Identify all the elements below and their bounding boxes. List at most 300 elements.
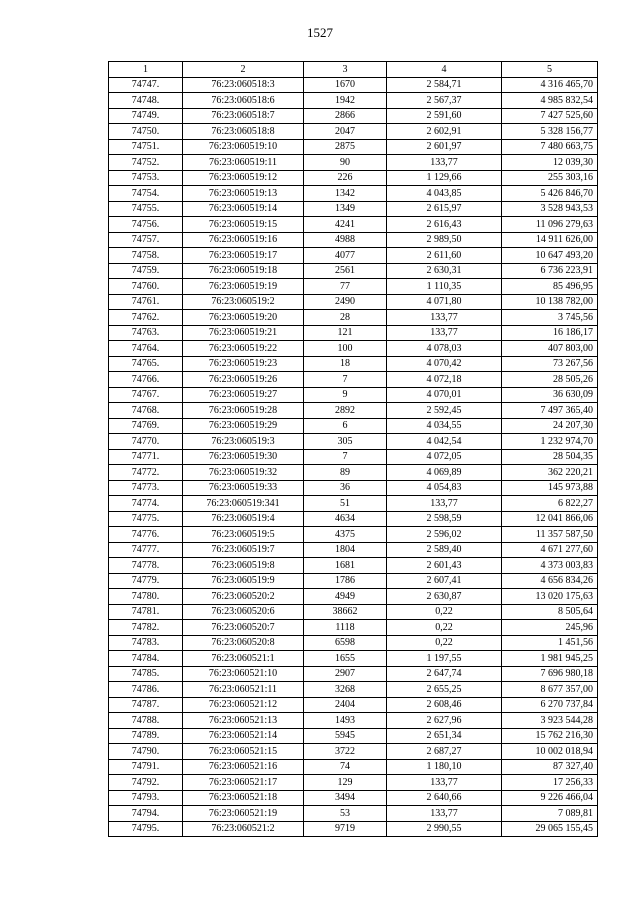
area-cell: 1804 [304, 542, 387, 558]
row-number-cell: 74778. [109, 558, 183, 574]
table-row [109, 232, 598, 248]
rate-cell: 4 078,03 [387, 341, 502, 357]
value-cell: 3 745,56 [502, 310, 598, 326]
cadastral-number-cell: 76:23:060521:2 [183, 821, 304, 837]
rate-cell: 2 655,25 [387, 682, 502, 698]
column-header: 4 [387, 62, 502, 78]
table-row [109, 713, 598, 729]
rate-cell: 0,22 [387, 620, 502, 636]
rate-cell: 2 601,97 [387, 139, 502, 155]
value-cell: 36 630,09 [502, 387, 598, 403]
value-cell: 73 267,56 [502, 356, 598, 372]
cadastral-number-cell: 76:23:060521:19 [183, 806, 304, 822]
rate-cell: 2 640,66 [387, 790, 502, 806]
rate-cell: 1 197,55 [387, 651, 502, 667]
row-number-cell: 74754. [109, 186, 183, 202]
rate-cell: 133,77 [387, 310, 502, 326]
cadastral-number-cell: 76:23:060521:18 [183, 790, 304, 806]
value-cell: 11 096 279,63 [502, 217, 598, 233]
value-cell: 6 270 737,84 [502, 697, 598, 713]
table-row [109, 728, 598, 744]
value-cell: 16 186,17 [502, 325, 598, 341]
area-cell: 3722 [304, 744, 387, 760]
table-row [109, 775, 598, 791]
value-cell: 9 226 466,04 [502, 790, 598, 806]
cadastral-number-cell: 76:23:060520:2 [183, 589, 304, 605]
value-cell: 28 505,26 [502, 372, 598, 388]
area-cell: 1670 [304, 77, 387, 93]
row-number-cell: 74762. [109, 310, 183, 326]
area-cell: 1655 [304, 651, 387, 667]
area-cell: 1349 [304, 201, 387, 217]
value-cell: 10 002 018,94 [502, 744, 598, 760]
row-number-cell: 74770. [109, 434, 183, 450]
area-cell: 121 [304, 325, 387, 341]
rate-cell: 2 608,46 [387, 697, 502, 713]
area-cell: 2490 [304, 294, 387, 310]
cadastral-number-cell: 76:23:060521:10 [183, 666, 304, 682]
row-number-cell: 74789. [109, 728, 183, 744]
value-cell: 12 041 866,06 [502, 511, 598, 527]
area-cell: 7 [304, 449, 387, 465]
rate-cell: 133,77 [387, 496, 502, 512]
rate-cell: 2 602,91 [387, 124, 502, 140]
rate-cell: 0,22 [387, 635, 502, 651]
cadastral-number-cell: 76:23:060520:8 [183, 635, 304, 651]
area-cell: 2561 [304, 263, 387, 279]
table-row [109, 139, 598, 155]
cadastral-number-cell: 76:23:060519:22 [183, 341, 304, 357]
cadastral-number-cell: 76:23:060521:15 [183, 744, 304, 760]
table-row [109, 589, 598, 605]
row-number-cell: 74750. [109, 124, 183, 140]
row-number-cell: 74784. [109, 651, 183, 667]
table-row [109, 620, 598, 636]
rate-cell: 1 180,10 [387, 759, 502, 775]
cadastral-number-cell: 76:23:060519:21 [183, 325, 304, 341]
table-row [109, 821, 598, 837]
area-cell: 6 [304, 418, 387, 434]
cadastral-number-cell: 76:23:060518:6 [183, 93, 304, 109]
value-cell: 3 923 544,28 [502, 713, 598, 729]
rate-cell: 133,77 [387, 775, 502, 791]
row-number-cell: 74753. [109, 170, 183, 186]
cadastral-number-cell: 76:23:060519:15 [183, 217, 304, 233]
column-header: 1 [109, 62, 183, 78]
area-cell: 1342 [304, 186, 387, 202]
cadastral-number-cell: 76:23:060519:27 [183, 387, 304, 403]
value-cell: 4 373 003,83 [502, 558, 598, 574]
value-cell: 362 220,21 [502, 465, 598, 481]
area-cell: 4077 [304, 248, 387, 264]
row-number-cell: 74790. [109, 744, 183, 760]
area-cell: 2875 [304, 139, 387, 155]
value-cell: 7 696 980,18 [502, 666, 598, 682]
table-row [109, 403, 598, 419]
value-cell: 28 504,35 [502, 449, 598, 465]
table-row [109, 744, 598, 760]
row-number-cell: 74782. [109, 620, 183, 636]
row-number-cell: 74751. [109, 139, 183, 155]
value-cell: 6 736 223,91 [502, 263, 598, 279]
area-cell: 53 [304, 806, 387, 822]
cadastral-number-cell: 76:23:060519:3 [183, 434, 304, 450]
rate-cell: 4 042,54 [387, 434, 502, 450]
value-cell: 7 497 365,40 [502, 403, 598, 419]
table-row [109, 418, 598, 434]
table-row [109, 759, 598, 775]
table-row [109, 93, 598, 109]
rate-cell: 2 647,74 [387, 666, 502, 682]
rate-cell: 2 627,96 [387, 713, 502, 729]
row-number-cell: 74780. [109, 589, 183, 605]
cadastral-number-cell: 76:23:060520:6 [183, 604, 304, 620]
table-row [109, 651, 598, 667]
value-cell: 10 138 782,00 [502, 294, 598, 310]
cadastral-number-cell: 76:23:060519:33 [183, 480, 304, 496]
table-row [109, 666, 598, 682]
row-number-cell: 74749. [109, 108, 183, 124]
area-cell: 1786 [304, 573, 387, 589]
area-cell: 9 [304, 387, 387, 403]
table-row [109, 77, 598, 93]
row-number-cell: 74793. [109, 790, 183, 806]
cadastral-number-cell: 76:23:060519:2 [183, 294, 304, 310]
rate-cell: 2 598,59 [387, 511, 502, 527]
row-number-cell: 74794. [109, 806, 183, 822]
row-number-cell: 74771. [109, 449, 183, 465]
area-cell: 89 [304, 465, 387, 481]
row-number-cell: 74761. [109, 294, 183, 310]
value-cell: 145 973,88 [502, 480, 598, 496]
value-cell: 15 762 216,30 [502, 728, 598, 744]
row-number-cell: 74763. [109, 325, 183, 341]
row-number-cell: 74791. [109, 759, 183, 775]
row-number-cell: 74775. [109, 511, 183, 527]
area-cell: 7 [304, 372, 387, 388]
rate-cell: 4 069,89 [387, 465, 502, 481]
table-row [109, 186, 598, 202]
rate-cell: 4 070,01 [387, 387, 502, 403]
table-row [109, 449, 598, 465]
cadastral-number-cell: 76:23:060519:30 [183, 449, 304, 465]
row-number-cell: 74773. [109, 480, 183, 496]
row-number-cell: 74792. [109, 775, 183, 791]
table-row [109, 372, 598, 388]
area-cell: 3494 [304, 790, 387, 806]
value-cell: 1 981 945,25 [502, 651, 598, 667]
table-row [109, 248, 598, 264]
value-cell: 4 656 834,26 [502, 573, 598, 589]
area-cell: 129 [304, 775, 387, 791]
area-cell: 77 [304, 279, 387, 295]
value-cell: 87 327,40 [502, 759, 598, 775]
area-cell: 3268 [304, 682, 387, 698]
cadastral-number-cell: 76:23:060519:29 [183, 418, 304, 434]
rate-cell: 2 591,60 [387, 108, 502, 124]
rate-cell: 1 110,35 [387, 279, 502, 295]
row-number-cell: 74757. [109, 232, 183, 248]
cadastral-number-cell: 76:23:060518:3 [183, 77, 304, 93]
rate-cell: 4 054,83 [387, 480, 502, 496]
table-row [109, 480, 598, 496]
value-cell: 5 426 846,70 [502, 186, 598, 202]
area-cell: 90 [304, 155, 387, 171]
table-row [109, 527, 598, 543]
cadastral-number-cell: 76:23:060521:16 [183, 759, 304, 775]
row-number-cell: 74783. [109, 635, 183, 651]
row-number-cell: 74785. [109, 666, 183, 682]
rate-cell: 2 584,71 [387, 77, 502, 93]
table-row [109, 155, 598, 171]
row-number-cell: 74772. [109, 465, 183, 481]
area-cell: 4988 [304, 232, 387, 248]
cadastral-number-cell: 76:23:060519:23 [183, 356, 304, 372]
rate-cell: 4 070,42 [387, 356, 502, 372]
cadastral-number-cell: 76:23:060519:9 [183, 573, 304, 589]
table-row [109, 682, 598, 698]
value-cell: 24 207,30 [502, 418, 598, 434]
table-row [109, 511, 598, 527]
table-row [109, 465, 598, 481]
rate-cell: 133,77 [387, 806, 502, 822]
rate-cell: 2 607,41 [387, 573, 502, 589]
value-cell: 7 427 525,60 [502, 108, 598, 124]
cadastral-number-cell: 76:23:060521:11 [183, 682, 304, 698]
row-number-cell: 74768. [109, 403, 183, 419]
rate-cell: 2 589,40 [387, 542, 502, 558]
rate-cell: 2 616,43 [387, 217, 502, 233]
value-cell: 8 677 357,00 [502, 682, 598, 698]
cadastral-number-cell: 76:23:060519:8 [183, 558, 304, 574]
value-cell: 255 303,16 [502, 170, 598, 186]
table-row [109, 279, 598, 295]
cadastral-number-cell: 76:23:060519:5 [183, 527, 304, 543]
row-number-cell: 74781. [109, 604, 183, 620]
cadastral-number-cell: 76:23:060519:4 [183, 511, 304, 527]
row-number-cell: 74774. [109, 496, 183, 512]
area-cell: 1118 [304, 620, 387, 636]
area-cell: 1493 [304, 713, 387, 729]
table-row [109, 387, 598, 403]
rate-cell: 2 611,60 [387, 248, 502, 264]
value-cell: 7 089,81 [502, 806, 598, 822]
row-number-cell: 74779. [109, 573, 183, 589]
cadastral-number-cell: 76:23:060519:14 [183, 201, 304, 217]
cadastral-number-cell: 76:23:060519:19 [183, 279, 304, 295]
table-row [109, 635, 598, 651]
rate-cell: 4 072,05 [387, 449, 502, 465]
table-row [109, 806, 598, 822]
rate-cell: 2 592,45 [387, 403, 502, 419]
value-cell: 11 357 587,50 [502, 527, 598, 543]
area-cell: 74 [304, 759, 387, 775]
row-number-cell: 74776. [109, 527, 183, 543]
table-row [109, 434, 598, 450]
table-body [109, 77, 598, 837]
cadastral-number-cell: 76:23:060519:26 [183, 372, 304, 388]
column-header: 3 [304, 62, 387, 78]
rate-cell: 2 687,27 [387, 744, 502, 760]
row-number-cell: 74769. [109, 418, 183, 434]
row-number-cell: 74766. [109, 372, 183, 388]
table-row [109, 263, 598, 279]
area-cell: 2892 [304, 403, 387, 419]
value-cell: 85 496,95 [502, 279, 598, 295]
value-cell: 13 020 175,63 [502, 589, 598, 605]
rate-cell: 2 601,43 [387, 558, 502, 574]
cadastral-number-cell: 76:23:060519:20 [183, 310, 304, 326]
rate-cell: 2 615,97 [387, 201, 502, 217]
value-cell: 407 803,00 [502, 341, 598, 357]
area-cell: 1681 [304, 558, 387, 574]
area-cell: 28 [304, 310, 387, 326]
row-number-cell: 74765. [109, 356, 183, 372]
rate-cell: 0,22 [387, 604, 502, 620]
column-header: 5 [502, 62, 598, 78]
table-row [109, 496, 598, 512]
table-row [109, 108, 598, 124]
cadastral-number-cell: 76:23:060521:1 [183, 651, 304, 667]
area-cell: 4634 [304, 511, 387, 527]
area-cell: 5945 [304, 728, 387, 744]
row-number-cell: 74795. [109, 821, 183, 837]
row-number-cell: 74788. [109, 713, 183, 729]
rate-cell: 2 567,37 [387, 93, 502, 109]
table-row [109, 294, 598, 310]
cadastral-number-cell: 76:23:060519:10 [183, 139, 304, 155]
row-number-cell: 74759. [109, 263, 183, 279]
value-cell: 7 480 663,75 [502, 139, 598, 155]
area-cell: 4241 [304, 217, 387, 233]
area-cell: 18 [304, 356, 387, 372]
area-cell: 226 [304, 170, 387, 186]
rate-cell: 4 034,55 [387, 418, 502, 434]
rate-cell: 2 989,50 [387, 232, 502, 248]
row-number-cell: 74752. [109, 155, 183, 171]
cadastral-number-cell: 76:23:060521:12 [183, 697, 304, 713]
table-header-row [109, 62, 598, 78]
page-number: 1527 [307, 25, 333, 40]
cadastral-number-cell: 76:23:060519:16 [183, 232, 304, 248]
table-row [109, 542, 598, 558]
value-cell: 1 451,56 [502, 635, 598, 651]
row-number-cell: 74786. [109, 682, 183, 698]
table-row [109, 356, 598, 372]
cadastral-number-cell: 76:23:060518:7 [183, 108, 304, 124]
rate-cell: 4 071,80 [387, 294, 502, 310]
rate-cell: 1 129,66 [387, 170, 502, 186]
cadastral-number-cell: 76:23:060520:7 [183, 620, 304, 636]
value-cell: 29 065 155,45 [502, 821, 598, 837]
rate-cell: 2 630,31 [387, 263, 502, 279]
table-row [109, 573, 598, 589]
value-cell: 4 671 277,60 [502, 542, 598, 558]
value-cell: 14 911 626,00 [502, 232, 598, 248]
table-row [109, 558, 598, 574]
rate-cell: 133,77 [387, 325, 502, 341]
rate-cell: 2 990,55 [387, 821, 502, 837]
cadastral-number-cell: 76:23:060519:341 [183, 496, 304, 512]
rate-cell: 2 596,02 [387, 527, 502, 543]
data-table [108, 61, 598, 837]
row-number-cell: 74777. [109, 542, 183, 558]
area-cell: 2866 [304, 108, 387, 124]
table-row [109, 790, 598, 806]
cadastral-number-cell: 76:23:060521:13 [183, 713, 304, 729]
value-cell: 1 232 974,70 [502, 434, 598, 450]
area-cell: 2404 [304, 697, 387, 713]
cadastral-number-cell: 76:23:060519:17 [183, 248, 304, 264]
rate-cell: 133,77 [387, 155, 502, 171]
rate-cell: 4 043,85 [387, 186, 502, 202]
value-cell: 10 647 493,20 [502, 248, 598, 264]
area-cell: 100 [304, 341, 387, 357]
area-cell: 6598 [304, 635, 387, 651]
table-row [109, 325, 598, 341]
row-number-cell: 74747. [109, 77, 183, 93]
cadastral-number-cell: 76:23:060519:18 [183, 263, 304, 279]
row-number-cell: 74755. [109, 201, 183, 217]
area-cell: 4375 [304, 527, 387, 543]
area-cell: 305 [304, 434, 387, 450]
cadastral-number-cell: 76:23:060518:8 [183, 124, 304, 140]
value-cell: 8 505,64 [502, 604, 598, 620]
row-number-cell: 74787. [109, 697, 183, 713]
cadastral-number-cell: 76:23:060521:14 [183, 728, 304, 744]
table-row [109, 697, 598, 713]
value-cell: 245,96 [502, 620, 598, 636]
column-header: 2 [183, 62, 304, 78]
table-row [109, 217, 598, 233]
area-cell: 4949 [304, 589, 387, 605]
table-row [109, 124, 598, 140]
value-cell: 6 822,27 [502, 496, 598, 512]
value-cell: 4 985 832,54 [502, 93, 598, 109]
value-cell: 3 528 943,53 [502, 201, 598, 217]
cadastral-number-cell: 76:23:060519:28 [183, 403, 304, 419]
row-number-cell: 74764. [109, 341, 183, 357]
row-number-cell: 74760. [109, 279, 183, 295]
area-cell: 51 [304, 496, 387, 512]
rate-cell: 2 651,34 [387, 728, 502, 744]
area-cell: 2907 [304, 666, 387, 682]
cadastral-number-cell: 76:23:060519:13 [183, 186, 304, 202]
row-number-cell: 74756. [109, 217, 183, 233]
cadastral-number-cell: 76:23:060519:7 [183, 542, 304, 558]
rate-cell: 4 072,18 [387, 372, 502, 388]
cadastral-number-cell: 76:23:060519:11 [183, 155, 304, 171]
cadastral-number-cell: 76:23:060519:32 [183, 465, 304, 481]
cadastral-number-cell: 76:23:060519:12 [183, 170, 304, 186]
value-cell: 17 256,33 [502, 775, 598, 791]
area-cell: 36 [304, 480, 387, 496]
table-row [109, 170, 598, 186]
table-row [109, 201, 598, 217]
table-row [109, 604, 598, 620]
cadastral-number-cell: 76:23:060521:17 [183, 775, 304, 791]
row-number-cell: 74758. [109, 248, 183, 264]
value-cell: 5 328 156,77 [502, 124, 598, 140]
area-cell: 38662 [304, 604, 387, 620]
row-number-cell: 74748. [109, 93, 183, 109]
value-cell: 4 316 465,70 [502, 77, 598, 93]
table-row [109, 341, 598, 357]
area-cell: 9719 [304, 821, 387, 837]
table-row [109, 310, 598, 326]
area-cell: 1942 [304, 93, 387, 109]
value-cell: 12 039,30 [502, 155, 598, 171]
